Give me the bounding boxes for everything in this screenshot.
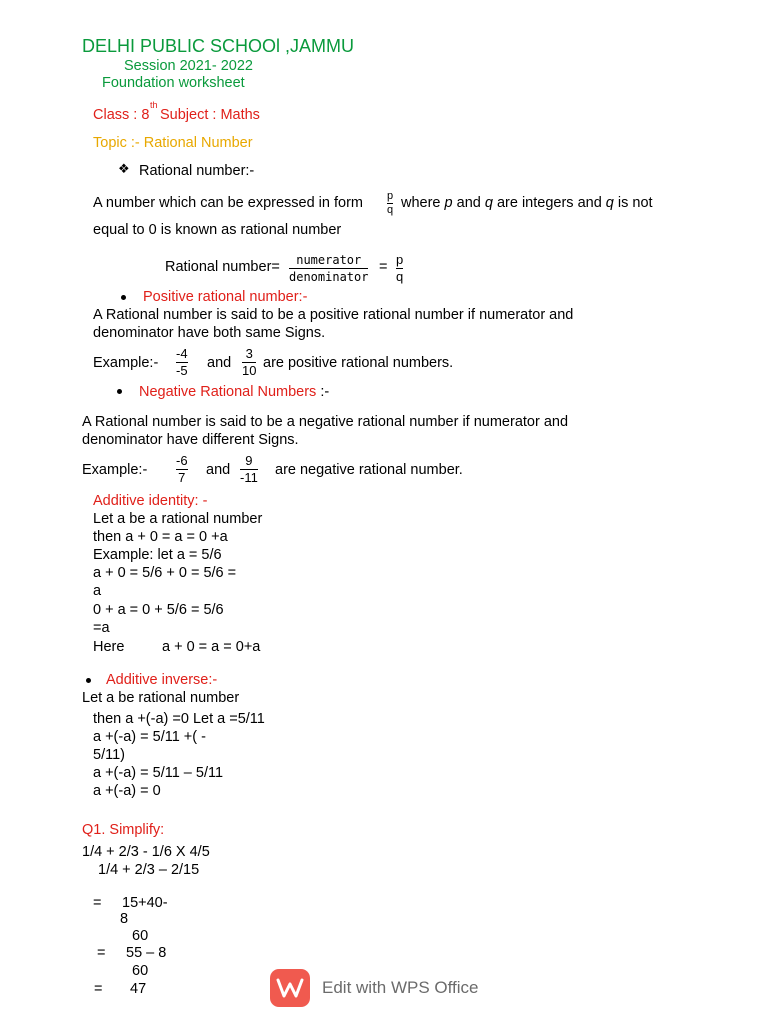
identity-line: 0 + a = 0 + 5/6 = 5/6 bbox=[93, 602, 224, 618]
inverse-line: a +(-a) = 5/11 +( - bbox=[93, 729, 206, 745]
q1-step: 8 bbox=[120, 911, 129, 927]
q1-step: 55 – 8 bbox=[126, 945, 167, 961]
identity-line: Example: let a = 5/6 bbox=[93, 547, 222, 563]
formula-equals: = bbox=[379, 259, 388, 275]
bullet-icon bbox=[86, 678, 91, 683]
q1-line1: 1/4 + 2/3 - 1/6 X 4/5 bbox=[82, 844, 210, 860]
definition-line1a: A number which can be expressed in form bbox=[93, 195, 363, 211]
wps-watermark[interactable] bbox=[270, 969, 479, 1007]
numerator-denominator-fraction bbox=[289, 253, 368, 284]
wps-logo-icon bbox=[270, 969, 310, 1007]
pq-fraction bbox=[387, 191, 393, 216]
positive-fraction-2: 3 10 bbox=[242, 346, 257, 378]
negative-fraction-2: 9 -11 bbox=[240, 453, 258, 485]
positive-example-label: Example:- bbox=[93, 355, 159, 371]
negative-heading: Negative Rational Numbers :- bbox=[139, 384, 330, 400]
identity-here-equation: a + 0 = a = 0+a bbox=[162, 639, 261, 655]
positive-heading: Positive rational number:- bbox=[143, 289, 308, 305]
formula-denominator: denominator bbox=[289, 270, 369, 284]
q1-step: 60 bbox=[132, 963, 149, 979]
inverse-line: a +(-a) = 5/11 – 5/11 bbox=[93, 765, 224, 781]
additive-inverse-heading: Additive inverse:- bbox=[106, 672, 218, 688]
q1-step: 60 bbox=[132, 928, 149, 944]
positive-line2: denominator have both same Signs. bbox=[93, 325, 326, 341]
identity-line: =a bbox=[93, 620, 110, 636]
topic-label: Topic :- Rational Number bbox=[93, 135, 253, 151]
wps-watermark-text: Edit with WPS Office bbox=[322, 978, 479, 997]
definition-line2: equal to 0 is known as rational number bbox=[93, 222, 342, 238]
worksheet-text: Foundation worksheet bbox=[102, 75, 245, 91]
formula-numerator: numerator bbox=[296, 253, 362, 267]
q1-step: 47 bbox=[130, 981, 147, 997]
definition-line1b: where p and q are integers and q is not bbox=[401, 195, 653, 211]
identity-line: Let a be a rational number bbox=[93, 511, 263, 527]
inverse-line: Let a be rational number bbox=[82, 690, 240, 706]
negative-fraction-1: -6 7 bbox=[176, 453, 188, 485]
negative-example-label: Example:- bbox=[82, 462, 148, 478]
fraction-numerator: p bbox=[387, 190, 394, 202]
identity-line: a + 0 = 5/6 + 0 = 5/6 = bbox=[93, 565, 237, 581]
class-superscript: th bbox=[150, 100, 158, 110]
identity-here-label: Here bbox=[93, 639, 125, 655]
school-title: DELHI PUBLIC SCHOOl ,JAMMU bbox=[82, 36, 355, 56]
positive-fraction-1: -4 -5 bbox=[176, 346, 188, 378]
subject-label: Subject : Maths bbox=[160, 107, 260, 123]
bullet-icon bbox=[117, 389, 122, 394]
definition-heading: Rational number:- bbox=[139, 163, 255, 179]
q1-step: 15+40- bbox=[122, 895, 168, 911]
positive-and: and bbox=[207, 355, 232, 371]
positive-line1: A Rational number is said to be a positive rational number if numerator and bbox=[93, 307, 574, 323]
fraction-denominator: q bbox=[387, 204, 394, 216]
negative-line1: A Rational number is said to be a negative rational number if numerator and bbox=[82, 414, 569, 430]
q1-step: = bbox=[97, 945, 106, 961]
q1-step: = bbox=[94, 981, 103, 997]
formula-label: Rational number= bbox=[165, 259, 280, 275]
bullet-icon bbox=[121, 295, 126, 300]
q1-step: = bbox=[93, 895, 102, 911]
negative-and: and bbox=[206, 462, 231, 478]
diamond-bullet-icon: ❖ bbox=[118, 161, 130, 176]
additive-identity-heading: Additive identity: - bbox=[93, 493, 208, 509]
class-label: Class : 8 bbox=[93, 107, 150, 123]
inverse-line: then a +(-a) =0 Let a =5/11 bbox=[93, 711, 265, 727]
identity-line: then a + 0 = a = 0 +a bbox=[93, 529, 228, 545]
q1-line2: 1/4 + 2/3 – 2/15 bbox=[98, 862, 200, 878]
formula-pq-fraction: p q bbox=[396, 252, 404, 284]
negative-line2: denominator have different Signs. bbox=[82, 432, 299, 448]
session-text: Session 2021- 2022 bbox=[124, 58, 253, 74]
q1-heading: Q1. Simplify: bbox=[82, 822, 165, 838]
positive-example-end: are positive rational numbers. bbox=[263, 355, 454, 371]
negative-example-end: are negative rational number. bbox=[275, 462, 463, 478]
inverse-line: a +(-a) = 0 bbox=[93, 783, 161, 799]
inverse-line: 5/11) bbox=[93, 747, 125, 763]
identity-line: a bbox=[93, 583, 102, 599]
